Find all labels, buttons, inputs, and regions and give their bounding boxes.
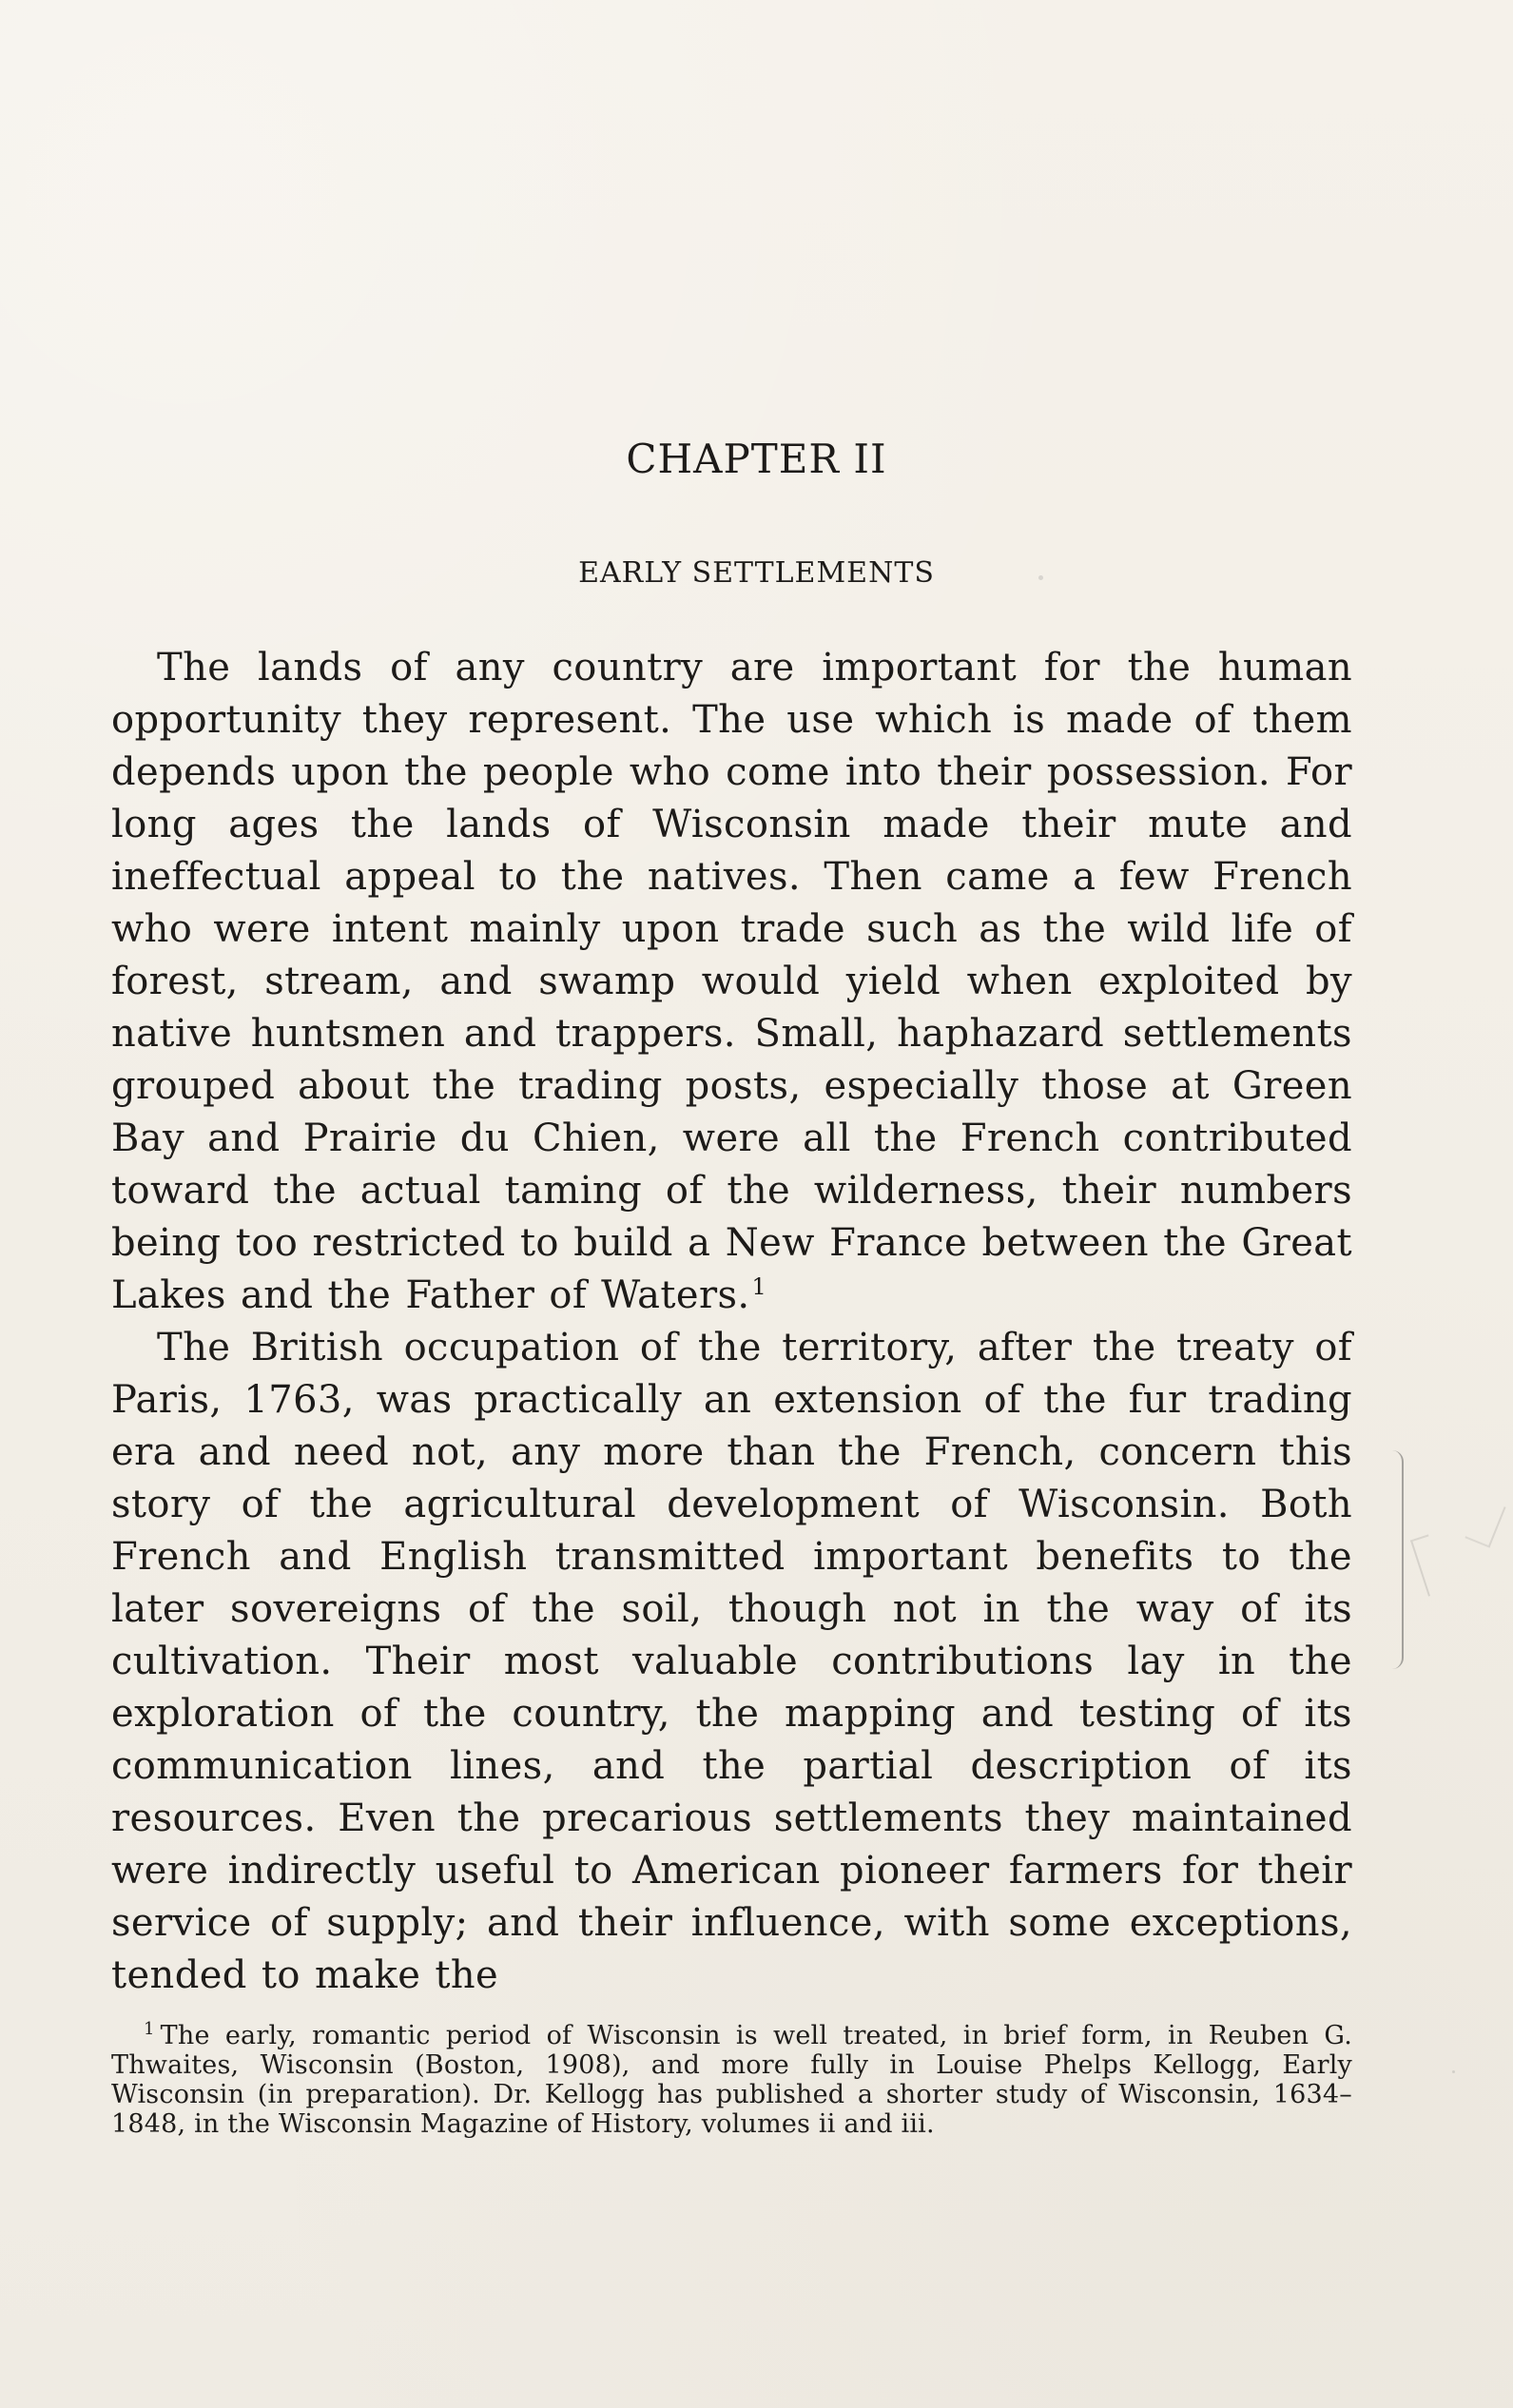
- paper-speck: [1452, 2070, 1455, 2073]
- footnote-reference: 1: [751, 1272, 767, 1300]
- margin-mark: [1390, 1450, 1404, 1669]
- footnote-text: The early, romantic period of Wisconsin is well treated, in brief form, in Reuben G. Thwaites, Wisconsin (Boston, 1908), and more fully in Louise Phelps Kellogg, Early Wisconsin (in preparation). Dr. Kellogg has published a shorter study of Wisconsin, 1634–1848, in the Wisconsin Magazine of History, volumes ii and iii.: [111, 2021, 1352, 2139]
- paragraph-1-text: The lands of any country are important for the human opportunity they represent. The use which is made of them depends upon the people who come into their possession. For long ages the lands of Wisconsin made their mute and ineffectual appeal to the natives. Then came a few French who were intent mainly upon trade such as the wild life of forest, stream, and swamp would yield when exploited by native huntsmen and trappers. Small, haphazard settlements grouped about the trading posts, especially those at Green Bay and Prairie du Chien, were all the French contributed toward the actual taming of the wilderness, their numbers being too restricted to build a New France between the Great Lakes and the Father of Waters.: [111, 646, 1352, 1317]
- chapter-title: CHAPTER II: [626, 436, 887, 482]
- faint-pencil-mark: [1410, 1534, 1446, 1596]
- footnote: [111, 2021, 1352, 2139]
- paper-speck: [1038, 575, 1043, 580]
- body-text: [111, 642, 1352, 2002]
- paragraph-1: [111, 642, 1352, 1322]
- footnote-marker: 1: [144, 2019, 155, 2039]
- paragraph-2: The British occupation of the territory, after the treaty of Paris, 1763, was practically an extension of the fur trading era and need not, any more than the French, concern this story of the agricultural development of Wisconsin. Both French and English transmitted important benefits to the later sovereigns of the soil, though not in the way of its cultivation. Their most valuable contributions lay in the exploration of the country, the mapping and testing of its communication lines, and the partial description of its resources. Even the precarious settlements they maintained were indirectly useful to American pioneer farmers for their service of supply; and their influence, with some exceptions, tended to make the: [111, 1326, 1352, 1997]
- faint-pencil-mark: [1465, 1497, 1505, 1547]
- section-title: EARLY SETTLEMENTS: [578, 556, 935, 590]
